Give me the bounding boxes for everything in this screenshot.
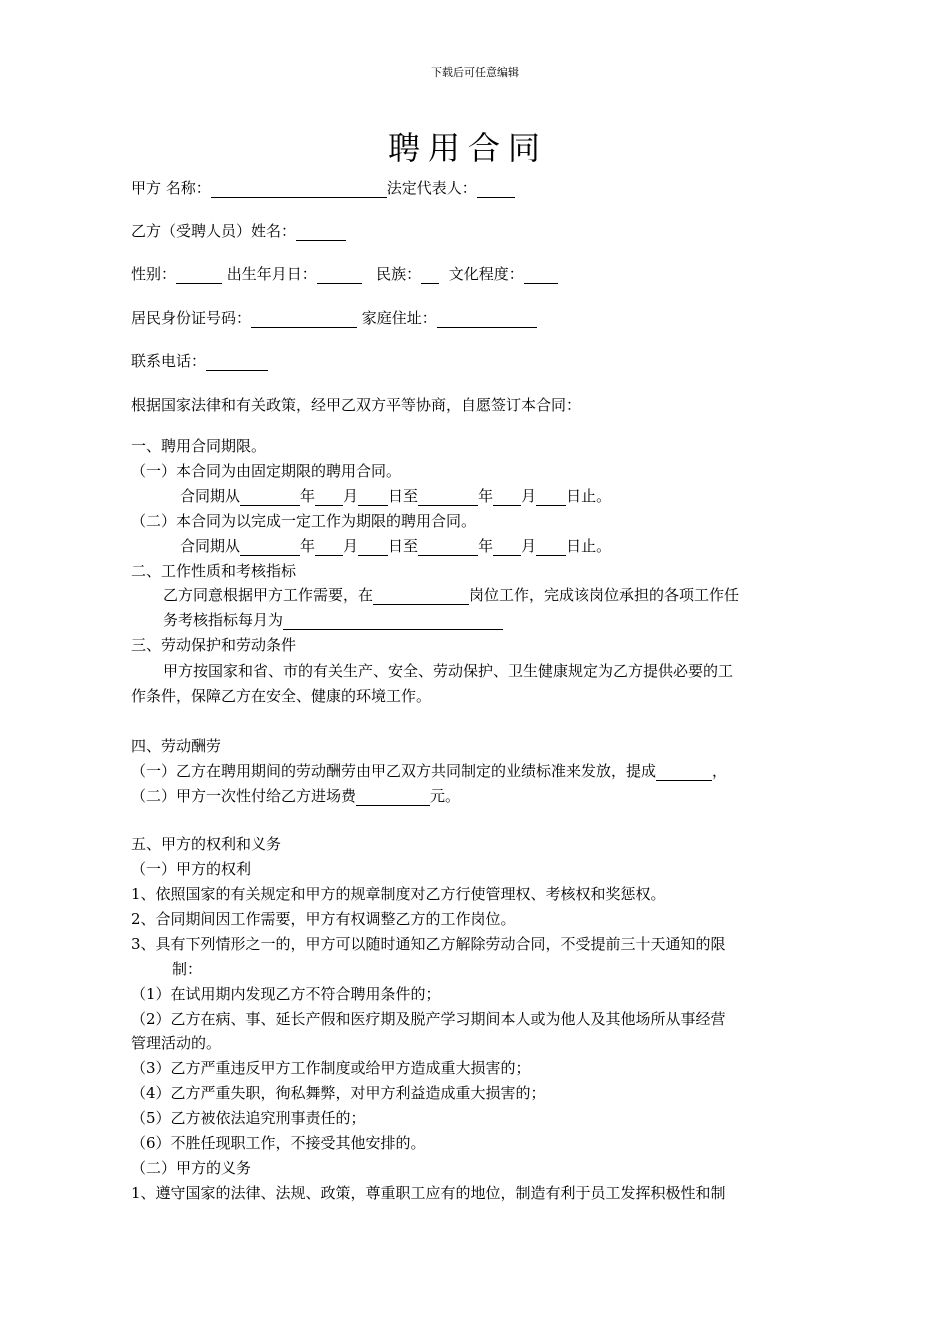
id-number-label: 居民身份证号码： (131, 309, 252, 327)
month-label: 月 (343, 537, 359, 555)
day-end-label: 日止。 (566, 537, 612, 555)
period-1-start-month-blank[interactable] (315, 489, 343, 506)
section-4-line-2 (131, 786, 460, 806)
commission-text: （一）乙方在聘用期间的劳动酬劳由甲乙双方共同制定的业绩标准来发放，提成 (131, 762, 657, 780)
year-label: 年 (478, 487, 494, 505)
party-a-duties-heading: （二）甲方的义务 (131, 1159, 252, 1177)
section-2-title: 二、工作性质和考核指标 (131, 562, 297, 580)
year-label: 年 (300, 487, 316, 505)
personal-info-line (131, 264, 558, 284)
phone-line (131, 351, 268, 371)
condition-5: （5）乙方被依法追究刑事责任的； (131, 1109, 366, 1127)
section-4-line-1 (131, 761, 727, 781)
month-label: 月 (521, 487, 537, 505)
address-blank[interactable] (437, 311, 537, 328)
phone-blank[interactable] (206, 354, 268, 371)
month-label: 月 (343, 487, 359, 505)
education-label: 文化程度： (448, 265, 524, 283)
month-label: 月 (521, 537, 537, 555)
period-from-label: 合同期从 (180, 487, 241, 505)
period-1-end-month-blank[interactable] (493, 489, 521, 506)
period-1-start-day-blank[interactable] (358, 489, 388, 506)
section-2-line-1 (163, 585, 739, 605)
entry-fee-unit: 元。 (430, 787, 461, 805)
section-1-title: 一、聘用合同期限。 (131, 437, 267, 455)
section-2-line-2 (163, 610, 503, 630)
party-b-name-label: 乙方（受聘人员）姓名： (131, 222, 297, 240)
section-5-title: 五、甲方的权利和义务 (131, 835, 282, 853)
monthly-target-label: 务考核指标每月为 (163, 611, 284, 629)
party-a-name-label: 甲方 名称： (131, 179, 211, 197)
year-label: 年 (300, 537, 316, 555)
condition-2-continued: 管理活动的。 (131, 1034, 222, 1052)
period-2-start-day-blank[interactable] (358, 539, 388, 556)
contract-title: 聘用合同 (387, 129, 548, 167)
period-line-2 (180, 536, 611, 556)
period-1-start-year-blank[interactable] (240, 489, 300, 506)
party-a-name-blank[interactable] (211, 181, 387, 198)
section-1-item-2: （二）本合同为以完成一定工作为期限的聘用合同。 (131, 512, 477, 530)
section-3-line-2: 作条件，保障乙方在安全、健康的环境工作。 (131, 687, 432, 705)
period-2-start-year-blank[interactable] (240, 539, 300, 556)
year-label: 年 (478, 537, 494, 555)
party-a-line (131, 178, 515, 198)
job-text-after: 岗位工作，完成该岗位承担的各项工作任 (469, 586, 740, 604)
party-b-name-blank[interactable] (296, 224, 346, 241)
party-a-rights-heading: （一）甲方的权利 (131, 860, 252, 878)
job-position-blank[interactable] (373, 588, 469, 605)
period-1-end-year-blank[interactable] (418, 489, 478, 506)
period-from-label: 合同期从 (180, 537, 241, 555)
id-address-line (131, 308, 537, 328)
right-item-3-continued: 制： (172, 960, 203, 978)
duty-item-1: 1、遵守国家的法律、法规、政策，尊重职工应有的地位，制造有利于员工发挥积极性和制 (131, 1184, 726, 1202)
period-2-end-year-blank[interactable] (418, 539, 478, 556)
gender-label: 性别： (131, 265, 177, 283)
intro-paragraph: 根据国家法律和有关政策，经甲乙双方平等协商，自愿签订本合同： (131, 396, 582, 414)
right-item-1: 1、依照国家的有关规定和甲方的规章制度对乙方行使管理权、考核权和奖惩权。 (131, 885, 666, 903)
ethnic-blank[interactable] (421, 267, 439, 284)
condition-6: （6）不胜任现职工作，不接受其他安排的。 (131, 1134, 426, 1152)
page-header: 下载后可任意编辑 (431, 66, 519, 79)
period-line-1 (180, 486, 611, 506)
phone-label: 联系电话： (131, 352, 207, 370)
section-1-item-1: （一）本合同为由固定期限的聘用合同。 (131, 462, 402, 480)
party-a-rep-label: 法定代表人： (386, 179, 477, 197)
entry-fee-text: （二）甲方一次性付给乙方进场费 (131, 787, 357, 805)
birth-label: 出生年月日： (226, 265, 317, 283)
gender-blank[interactable] (176, 267, 222, 284)
job-text-before: 乙方同意根据甲方工作需要，在 (163, 586, 374, 604)
right-item-3: 3、具有下列情形之一的，甲方可以随时通知乙方解除劳动合同，不受提前三十天通知的限 (131, 935, 726, 953)
party-a-rep-blank[interactable] (477, 181, 515, 198)
condition-1: （1）在试用期内发现乙方不符合聘用条件的； (131, 985, 441, 1003)
section-3-title: 三、劳动保护和劳动条件 (131, 636, 297, 654)
education-blank[interactable] (524, 267, 558, 284)
day-to-label: 日至 (388, 537, 419, 555)
address-label: 家庭住址： (361, 309, 437, 327)
birth-blank[interactable] (317, 267, 362, 284)
commission-blank[interactable] (656, 764, 712, 781)
condition-3: （3）乙方严重违反甲方工作制度或给甲方造成重大损害的； (131, 1059, 531, 1077)
party-b-line (131, 221, 346, 241)
id-number-blank[interactable] (251, 311, 357, 328)
commission-comma: ， (712, 762, 728, 780)
period-2-start-month-blank[interactable] (315, 539, 343, 556)
ethnic-label: 民族： (376, 265, 422, 283)
condition-4: （4）乙方严重失职，徇私舞弊，对甲方利益造成重大损害的； (131, 1084, 546, 1102)
section-4-title: 四、劳动酬劳 (131, 737, 222, 755)
period-1-end-day-blank[interactable] (536, 489, 566, 506)
period-2-end-day-blank[interactable] (536, 539, 566, 556)
condition-2: （2）乙方在病、事、延长产假和医疗期及脱产学习期间本人或为他人及其他场所从事经营 (131, 1010, 726, 1028)
period-2-end-month-blank[interactable] (493, 539, 521, 556)
entry-fee-blank[interactable] (356, 789, 430, 806)
right-item-2: 2、合同期间因工作需要，甲方有权调整乙方的工作岗位。 (131, 910, 516, 928)
day-end-label: 日止。 (566, 487, 612, 505)
section-3-line-1: 甲方按国家和省、市的有关生产、安全、劳动保护、卫生健康规定为乙方提供必要的工 (163, 662, 734, 680)
day-to-label: 日至 (388, 487, 419, 505)
monthly-target-blank[interactable] (283, 613, 503, 630)
